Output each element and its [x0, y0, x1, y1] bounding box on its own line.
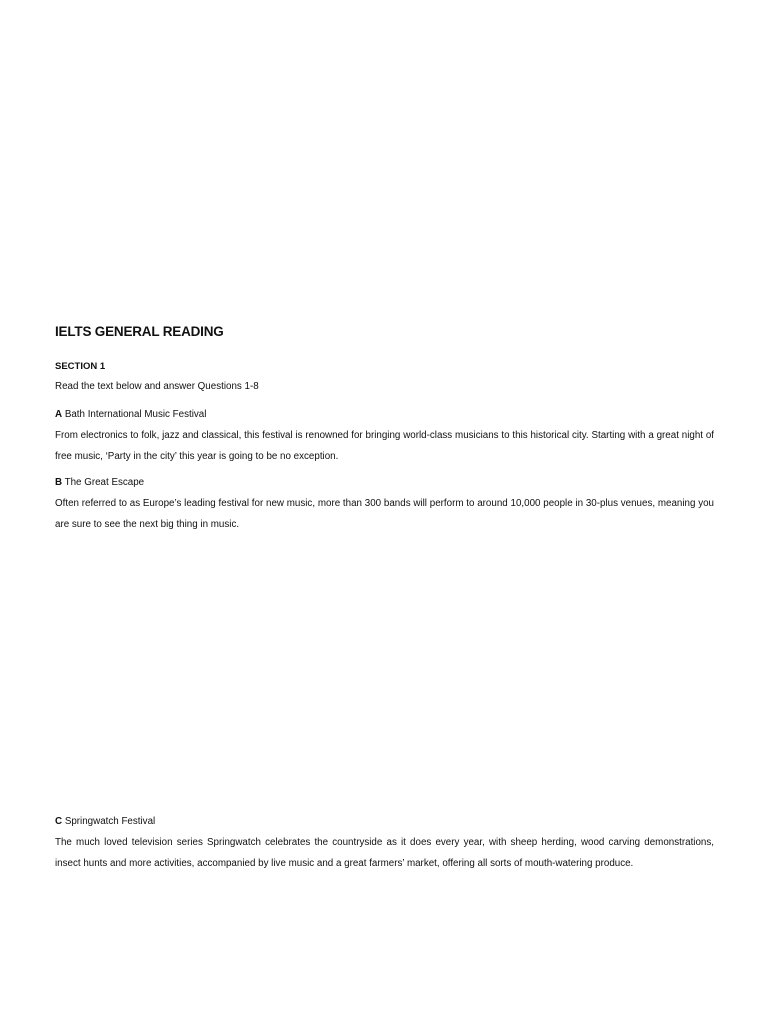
festival-c-letter: C: [55, 816, 63, 827]
festival-b-heading: [55, 477, 144, 488]
festival-b-letter: B: [55, 477, 63, 488]
festival-a-name: Bath International Music Festival: [64, 409, 207, 420]
festival-c-heading: [55, 816, 155, 827]
festival-a-description: From electronics to folk, jazz and classical, this festival is renowned for bringing world-class musicians to this historical city. Starting with a great night of free music, ‘Party in the city’ this year is going to be no exception.: [55, 430, 714, 462]
festival-c-description: The much loved television series Springwatch celebrates the countryside as it does every year, with sheep herding, wood carving demonstrations, insect hunts and more activities, accompanied by live music and a great farmers’ market, offering all sorts of mouth-watering produce.: [55, 837, 714, 869]
instructions-text: Read the text below and answer Questions 1-8: [55, 381, 259, 392]
festival-b-name: The Great Escape: [64, 477, 145, 488]
festival-b-description: Often referred to as Europe’s leading festival for new music, more than 300 bands will perform to around 10,000 people in 30-plus venues, meaning you are sure to see the next big thing in music.: [55, 498, 714, 530]
festival-c-name: Springwatch Festival: [64, 816, 156, 827]
section-label: SECTION 1: [55, 361, 106, 372]
festival-a-letter: A: [55, 409, 63, 420]
page-title: IELTS GENERAL READING: [55, 324, 224, 339]
festival-a-heading: [55, 409, 206, 420]
